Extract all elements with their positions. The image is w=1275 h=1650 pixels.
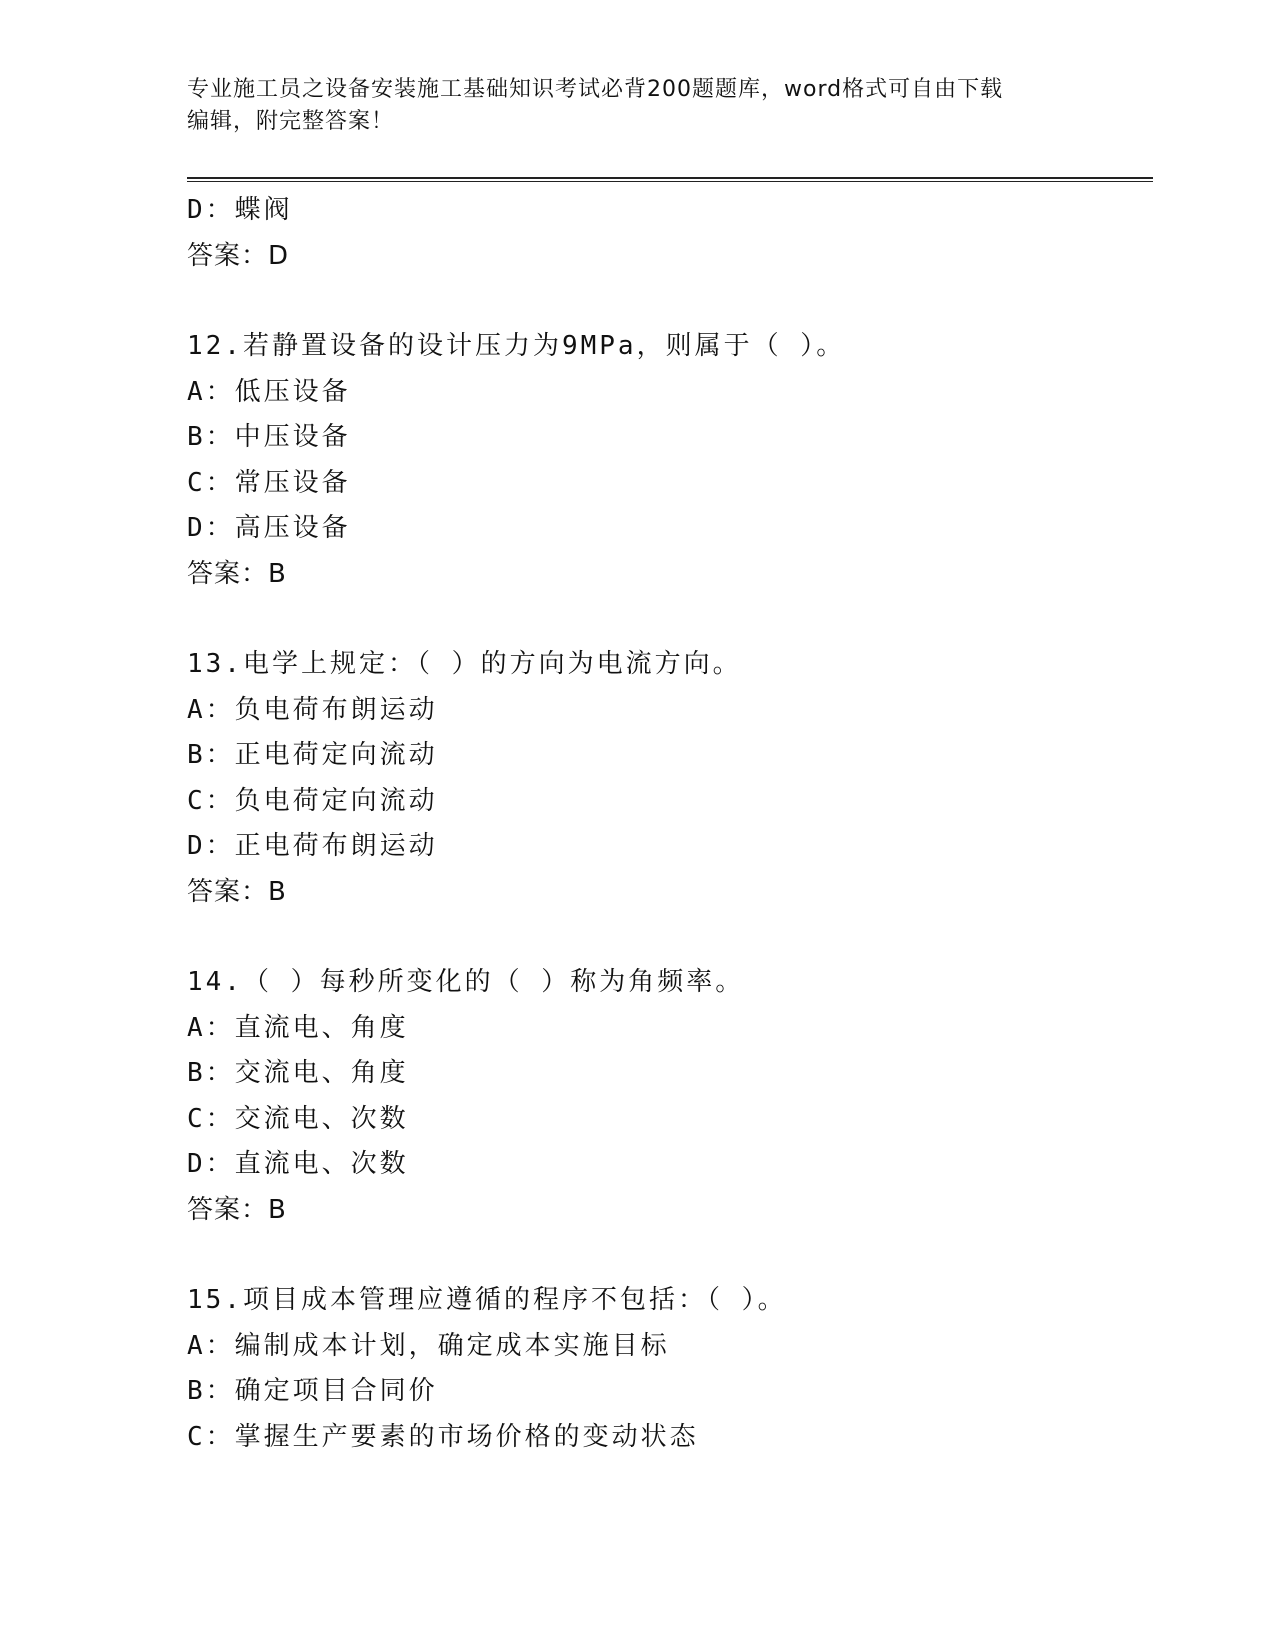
question-13 (187, 642, 1153, 915)
answer-line: 答案：B (187, 1194, 287, 1225)
question-12 (187, 324, 1153, 597)
page-header (187, 74, 1087, 138)
question-text: 13.电学上规定：（ ）的方向为电流方向。 (187, 649, 742, 679)
option-d: D：正电荷布朗运动 (187, 831, 438, 861)
header-rule-thin (187, 181, 1153, 182)
header-title-line-2: 编辑，附完整答案！ (187, 109, 395, 134)
header-title-line-1: 专业施工员之设备安装施工基础知识考试必背200题题库，word格式可自由下载 (187, 77, 1004, 102)
option-b: B：正电荷定向流动 (187, 740, 438, 770)
option-b: B：确定项目合同价 (187, 1376, 438, 1406)
answer-line: 答案：B (187, 876, 287, 907)
option-d: D：蝶阀 (187, 195, 293, 225)
answer-line: 答案：B (187, 558, 287, 589)
question-text: 14.（ ）每秒所变化的（ ）称为角频率。 (187, 967, 745, 997)
question-14 (187, 960, 1153, 1233)
header-rule-thick (187, 177, 1153, 179)
question-11-tail (187, 188, 1153, 279)
option-b: B：交流电、角度 (187, 1058, 409, 1088)
option-a: A：编制成本计划，确定成本实施目标 (187, 1330, 670, 1361)
option-d: D：高压设备 (187, 513, 351, 543)
option-a: A：负电荷布朗运动 (187, 694, 438, 725)
option-b: B：中压设备 (187, 422, 351, 452)
option-d: D：直流电、次数 (187, 1149, 409, 1179)
question-list (187, 188, 1153, 1460)
option-c: C：交流电、次数 (187, 1103, 409, 1134)
answer-line: 答案：D (187, 240, 290, 271)
option-c: C：掌握生产要素的市场价格的变动状态 (187, 1421, 699, 1452)
option-a: A：低压设备 (187, 376, 351, 407)
question-text: 12.若静置设备的设计压力为9MPa，则属于（ ）。 (187, 331, 846, 361)
question-15 (187, 1278, 1153, 1460)
option-a: A：直流电、角度 (187, 1012, 409, 1043)
option-c: C：常压设备 (187, 467, 351, 498)
question-text: 15.项目成本管理应遵循的程序不包括：（ ）。 (187, 1285, 787, 1315)
option-c: C：负电荷定向流动 (187, 785, 438, 816)
